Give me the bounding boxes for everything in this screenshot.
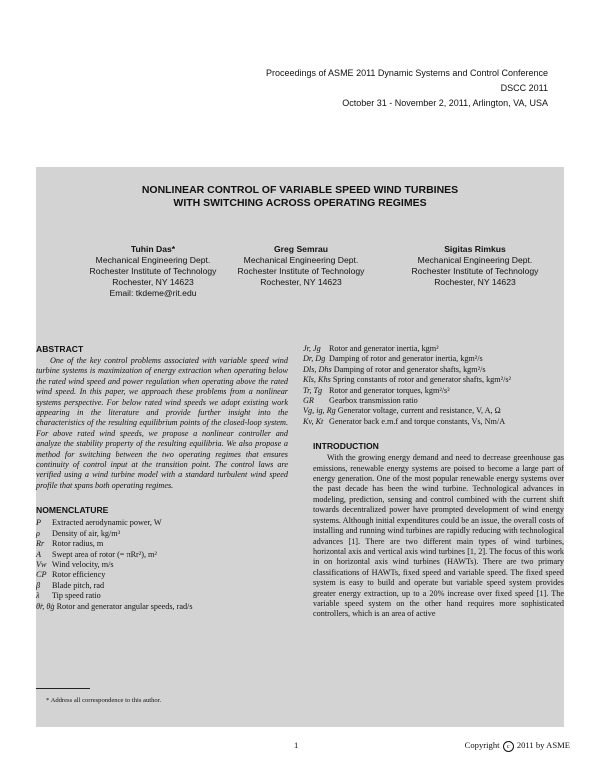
nomenclature-symbol: Dr, Dg <box>303 354 326 364</box>
nomenclature-list <box>36 518 288 612</box>
paper-title <box>36 184 564 210</box>
nomenclature-symbol: P <box>36 518 42 528</box>
nomenclature-item <box>303 396 564 406</box>
nomenclature-desc: Rotor and generator torques, kgm²/s² <box>329 385 450 395</box>
author-inst: Rochester Institute of Technology <box>89 266 217 276</box>
left-column <box>36 344 288 612</box>
nomenclature-desc: Generator voltage, current and resistance, V, A, Ω <box>337 406 501 416</box>
copyright-label: Copyright <box>464 740 500 750</box>
nomenclature-item <box>36 581 288 591</box>
nomenclature-symbol: λ <box>36 591 40 601</box>
author-block-2 <box>216 244 386 288</box>
author-city: Rochester, NY 14623 <box>112 277 194 287</box>
nomenclature-item <box>36 550 288 560</box>
nomenclature-desc: Rotor and generator angular speeds, rad/s <box>56 601 193 611</box>
nomenclature-symbol: Vg, ig, Rg <box>303 406 336 416</box>
nomenclature-symbol: Vw <box>36 559 47 569</box>
nomenclature-desc: Swept area of rotor (= πRr²), m² <box>52 549 157 559</box>
nomenclature-symbol: ρ <box>36 528 40 538</box>
nomenclature-desc: Damping of rotor and generator shafts, kgm²/s <box>333 364 486 374</box>
nomenclature-symbol: θ̇r, θ̇g <box>36 601 55 611</box>
nomenclature-item <box>36 539 288 549</box>
nomenclature-symbol: Rr <box>36 539 45 549</box>
nomenclature-item <box>36 529 288 539</box>
nomenclature-symbol: A <box>36 549 42 559</box>
nomenclature-desc: Damping of rotor and generator inertia, kgm²/s <box>329 354 483 364</box>
nomenclature-item <box>303 385 564 396</box>
nomenclature-desc: Generator back e.m.f and torque constants, Vs, Nm/A <box>329 416 506 426</box>
nomenclature-symbol: CP <box>36 570 47 580</box>
nomenclature-desc: Gearbox transmission ratio <box>329 396 418 406</box>
abstract-text: One of the key control problems associated with variable speed wind turbine systems is maximization of energy extraction when operating below the rated wind speed and power regulation when operating above the rated wind speed. In this paper, we approach these problems from a nonlinear systems perspective. For below rated wind speeds we adopt existing work appearing in the literature and provide further insight into the characteristics of the resulting equilibrium points of the closed-loop system. For above rated wind speeds, we propose a nonlinear controller and analyze the stability property of the resulting equilibria. We also propose a method for switching between the two operating regimes that ensures continuity of control input at the transition point. The control laws are verified using a wind turbine model with a standard turbulent wind speed profile that spans both operating regimes. <box>36 356 288 490</box>
nomenclature-item <box>303 406 564 416</box>
nomenclature-desc: Density of air, kg/m³ <box>52 528 121 538</box>
nomenclature-item <box>36 518 288 528</box>
conference-name: Proceedings of ASME 2011 Dynamic Systems and Control Conference <box>266 68 548 78</box>
nomenclature-symbol: GR <box>303 396 314 406</box>
author-dept: Mechanical Engineering Dept. <box>95 255 211 265</box>
author-city: Rochester, NY 14623 <box>260 277 342 287</box>
author-name: Tuhin Das* <box>130 244 176 254</box>
author-name: Sigitas Rimkus <box>444 244 506 254</box>
nomenclature-symbol: Kls, Khs <box>303 375 331 385</box>
author-name: Greg Semrau <box>274 244 328 254</box>
author-dept: Mechanical Engineering Dept. <box>243 255 359 265</box>
nomenclature-item <box>303 416 564 427</box>
author-block-3 <box>390 244 560 288</box>
nomenclature-desc: Rotor radius, m <box>52 539 104 549</box>
copyright-notice <box>465 740 570 752</box>
author-city: Rochester, NY 14623 <box>434 277 516 287</box>
nomenclature-symbol: Tr, Tg <box>303 385 323 395</box>
nomenclature-item <box>36 591 288 601</box>
copyright-holder: 2011 by ASME <box>516 740 570 750</box>
nomenclature-symbol: β <box>36 580 41 590</box>
nomenclature-symbol: Dls, Dhs <box>303 364 332 374</box>
nomenclature-list-continued <box>303 344 564 427</box>
title-line-1: NONLINEAR CONTROL OF VARIABLE SPEED WIND TURBINES <box>141 184 459 196</box>
nomenclature-desc: Wind velocity, m/s <box>51 559 114 569</box>
copyright-icon: c <box>503 741 514 752</box>
nomenclature-heading: NOMENCLATURE <box>36 505 109 516</box>
abstract-heading: ABSTRACT <box>36 344 84 354</box>
nomenclature-item <box>36 560 288 570</box>
nomenclature-desc: Tip speed ratio <box>51 591 101 601</box>
nomenclature-symbol: Kv, Kt <box>303 416 324 426</box>
author-dept: Mechanical Engineering Dept. <box>417 255 533 265</box>
nomenclature-desc: Rotor and generator inertia, kgm² <box>329 344 439 353</box>
nomenclature-desc: Spring constants of rotor and generator shafts, kgm²/s² <box>332 375 511 385</box>
nomenclature-item <box>303 375 564 385</box>
conference-dates: October 31 - November 2, 2011, Arlington, VA, USA <box>342 98 548 108</box>
nomenclature-desc: Rotor efficiency <box>52 570 106 580</box>
introduction-text: With the growing energy demand and need to decrease greenhouse gas emissions, renewable energy systems are poised to become a large part of energy generation. One of the most popular renewable energy systems over the past decade has been the wind turbine. Technological advances in modeling, prediction, sensing and control combined with the current shift towards decentralized power have prompted development of wind energy systems. Although initial expenditures could be an issue, the overall costs of installing and running wind turbines are rapidly reducing with technological advances [1]. There are two different main types of wind turbines, horizontal axis and vertical axis wind turbines [1, 2]. The focus of this work in on horizontal axis wind turbines (HAWTs). There are two primary classifications of HAWTs, fixed speed and variable speed. The fixed speed system is easy to build and operate but variable speed system provides greater energy extraction, up to a 20% increase over fixed speed [1]. The variable speed system on the other hand requires more sophisticated controllers, which is an area of active <box>313 453 564 619</box>
proceedings-header <box>148 66 548 111</box>
author-email: Email: tkdeme@rit.edu <box>109 288 197 298</box>
author-block-1 <box>68 244 238 299</box>
introduction-heading: INTRODUCTION <box>313 441 379 452</box>
nomenclature-desc: Blade pitch, rad <box>52 580 105 590</box>
nomenclature-item <box>303 354 564 364</box>
right-column <box>303 344 564 620</box>
page-number: 1 <box>294 740 299 750</box>
nomenclature-desc: Extracted aerodynamic power, W <box>52 518 162 528</box>
conference-abbrev: DSCC 2011 <box>500 83 548 93</box>
author-inst: Rochester Institute of Technology <box>411 266 539 276</box>
title-line-2: WITH SWITCHING ACROSS OPERATING REGIMES <box>173 197 427 209</box>
author-inst: Rochester Institute of Technology <box>237 266 365 276</box>
nomenclature-symbol: Jr, Jg <box>303 344 321 353</box>
nomenclature-item <box>303 364 564 375</box>
footnote: * Address all correspondence to this author. <box>46 697 162 704</box>
nomenclature-item <box>303 344 564 354</box>
footnote-rule <box>36 688 90 689</box>
nomenclature-item <box>36 602 288 612</box>
nomenclature-item <box>36 570 288 580</box>
